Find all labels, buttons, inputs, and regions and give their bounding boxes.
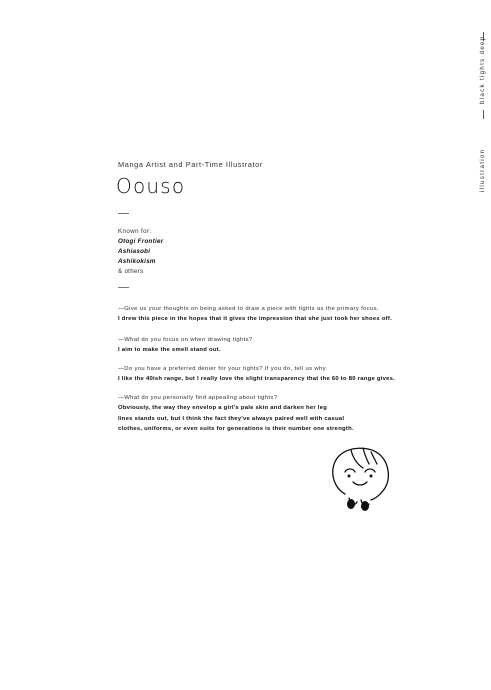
- interview-question: —What do you personally find appealing about tights?: [118, 395, 278, 401]
- known-for-work: Ashiasobi: [118, 248, 151, 255]
- interview-question: —Do you have a preferred denier for your tights? If you do, tell us why.: [118, 366, 328, 372]
- interview-question: —What do you focus on when drawing tights?: [118, 337, 253, 343]
- qa-block: [118, 393, 354, 435]
- qa-block: [118, 364, 395, 385]
- interview-answer: Obviously, the way they envelop a girl's pale skin and darken her leg: [118, 405, 328, 411]
- divider-top: [118, 213, 129, 214]
- interview-answer: lines stands out, but I think the fact they've always paired well with casual: [118, 415, 345, 422]
- interview-question: —Give us your thoughts on being asked to draw a piece with tights as the primary focus.: [118, 306, 379, 312]
- known-for-block: [118, 227, 163, 277]
- interview-answer: clothes, uniforms, or even suits for generations is their number one strength.: [118, 426, 354, 432]
- signature-doodle-icon: [325, 442, 397, 520]
- section-label: illustration: [479, 148, 486, 192]
- series-label: black tights deep: [479, 35, 486, 104]
- known-for-work: Ashikokism: [118, 258, 156, 265]
- interview-answer: I aim to make the smell stand out.: [118, 347, 221, 353]
- side-divider: [483, 110, 484, 119]
- interview-answer: I like the 40ish range, but I really love the slight transparency that the 60 to 80 range gives.: [118, 376, 396, 382]
- interview-answer: I drew this piece in the hopes that it gives the impression that she just took her shoes off.: [118, 316, 392, 322]
- artist-name: Oouso: [116, 174, 186, 198]
- qa-block: [118, 335, 253, 356]
- vertical-section-label: [479, 32, 489, 202]
- artist-role: Manga Artist and Part-Time Illustrator: [118, 160, 263, 169]
- qa-block: [118, 304, 392, 325]
- known-for-work: Otogi Frontier: [118, 238, 164, 245]
- divider-bottom: [118, 287, 129, 288]
- known-for-others: & others: [118, 268, 144, 275]
- known-for-label: Known for:: [118, 228, 152, 235]
